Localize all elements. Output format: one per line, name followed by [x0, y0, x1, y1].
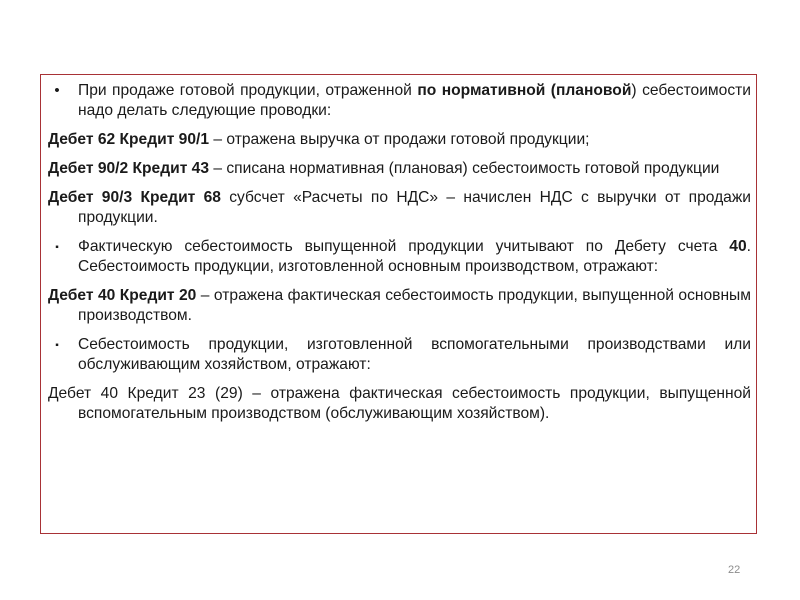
bullet-square-icon: ▪	[55, 242, 59, 253]
auxiliary-cost-text: Себестоимость продукции, изготовленной вспомогательными производствами или обслуживающим хозяйством, отражают:	[78, 336, 751, 373]
entry-40-20-description: – отражена фактическая себестоимость продукции, выпущенной основным производством.	[78, 287, 751, 324]
entry-90-2-43-accounts: Дебет 90/2 Кредит 43	[48, 160, 210, 177]
bullet-square-icon: ▪	[55, 340, 59, 351]
paragraph-auxiliary-cost	[48, 335, 751, 375]
actual-cost-text-end: . Себестоимость продукции, изготовленной основным производством, отражают:	[78, 238, 751, 275]
entry-90-3-68-description: субсчет «Расчеты по НДС» – начислен НДС с выручки от продажи продукции.	[78, 189, 751, 226]
content-box	[40, 74, 757, 534]
entry-62-90-1-accounts: Дебет 62 Кредит 90/1	[48, 131, 210, 148]
paragraph-entry-62-90-1	[48, 130, 751, 150]
page-number: 22	[728, 564, 741, 576]
actual-cost-text: Фактическую себестоимость выпущенной продукции учитывают по Дебету счета	[78, 238, 730, 255]
sale-intro-bold: по нормативной (плановой	[417, 82, 632, 99]
paragraph-entry-90-2-43	[48, 159, 751, 179]
paragraph-sale-intro	[48, 81, 751, 121]
entry-40-20-accounts: Дебет 40 Кредит 20	[48, 287, 197, 304]
sale-intro-text: При продаже готовой продукции, отраженной	[78, 82, 418, 99]
entry-90-3-68-accounts: Дебет 90/3 Кредит 68	[48, 189, 221, 206]
entry-62-90-1-description: – отражена выручка от продажи готовой продукции;	[209, 131, 590, 148]
paragraph-entry-40-20	[48, 286, 751, 326]
paragraph-entry-90-3-68	[48, 188, 751, 228]
paragraph-actual-cost	[48, 237, 751, 277]
bullet-dot-icon: •	[54, 82, 60, 99]
actual-cost-account: 40	[729, 238, 747, 255]
entry-40-23-text: Дебет 40 Кредит 23 (29) – отражена фактическая себестоимость продукции, выпущенной вспомогательным производством (обслуживающим хозяйством).	[48, 385, 751, 422]
sale-intro-text-end: ) себестоимости надо делать следующие проводки:	[78, 82, 751, 119]
entry-90-2-43-description: – списана нормативная (плановая) себестоимость готовой продукции	[209, 160, 720, 177]
paragraph-entry-40-23	[48, 384, 751, 424]
